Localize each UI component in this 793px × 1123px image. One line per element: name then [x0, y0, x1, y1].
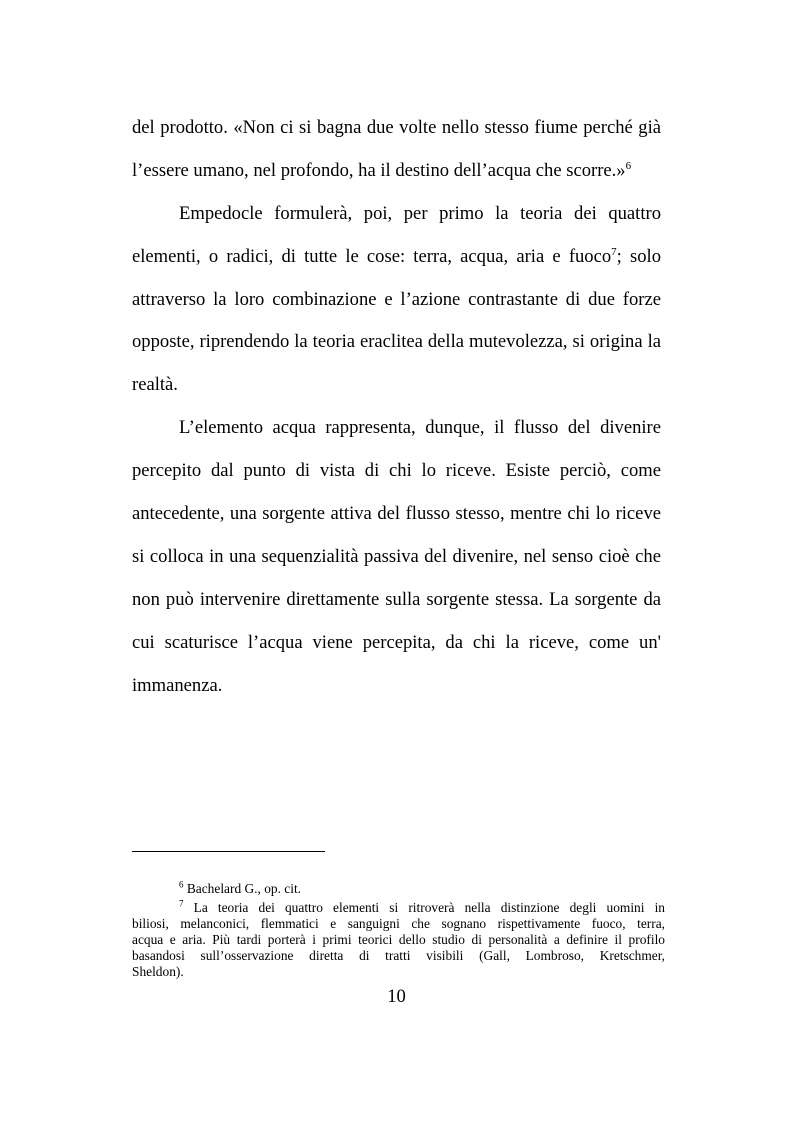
body-line: non può intervenire direttamente sulla sorgente stessa. La sorgente da — [132, 589, 661, 610]
body-line: elementi, o radici, di tutte le cose: terra, acqua, aria e fuoco$^7$; solo — [132, 245, 661, 267]
footnote-separator — [132, 851, 325, 852]
body-line: percepito dal punto di vista di chi lo riceve. Esiste perciò, come — [132, 460, 661, 481]
footnote-marker: 7 — [179, 900, 184, 909]
body-line: antecedente, una sorgente attiva del flusso stesso, mentre chi lo riceve — [132, 503, 661, 524]
footnote-ref: 6 — [625, 159, 632, 172]
body-line: Empedocle formulerà, poi, per primo la teoria dei quattro — [179, 203, 661, 224]
body-line: si colloca in una sequenzialità passiva del divenire, nel senso cioè che — [132, 546, 661, 567]
footnote-7-line: acqua e aria. Più tardi porterà i primi teorici dello studio di personalità a definire il profilo — [132, 932, 665, 947]
body-line: cui scaturisce l’acqua viene percepita, da chi la riceve, come un' — [132, 632, 661, 653]
page-number: 10 — [387, 986, 406, 1007]
footnote-7-line: basandosi sull’osservazione diretta di tratti visibili (Gall, Lombroso, Kretschmer, — [132, 948, 665, 963]
body-line: l’essere umano, nel profondo, ha il destino dell’acqua che scorre.»$^6$ — [132, 159, 632, 181]
footnote-ref: 7 — [611, 245, 617, 258]
footnote-7-line: Sheldon). — [132, 964, 184, 979]
footnote-marker: 6 — [179, 879, 184, 890]
footnote-7-line: $^7$ La teoria dei quattro elementi si ritroverà nella distinzione degli uomini in — [179, 900, 665, 915]
body-line: opposte, riprendendo la teoria eraclitea della mutevolezza, si origina la — [132, 331, 661, 352]
body-line: realtà. — [132, 374, 178, 395]
footnote-6: $^6$ Bachelard G., op. cit. — [179, 879, 302, 896]
footnote-7-line: biliosi, melanconici, flemmatici e sanguigni che sognano rispettivamente fuoco, terra, — [132, 916, 665, 931]
body-line: immanenza. — [132, 675, 223, 696]
body-line: L’elemento acqua rappresenta, dunque, il flusso del divenire — [179, 417, 661, 438]
body-line: del prodotto. «Non ci si bagna due volte nello stesso fiume perché già — [132, 117, 661, 138]
body-line: attraverso la loro combinazione e l’azione contrastante di due forze — [132, 289, 661, 310]
